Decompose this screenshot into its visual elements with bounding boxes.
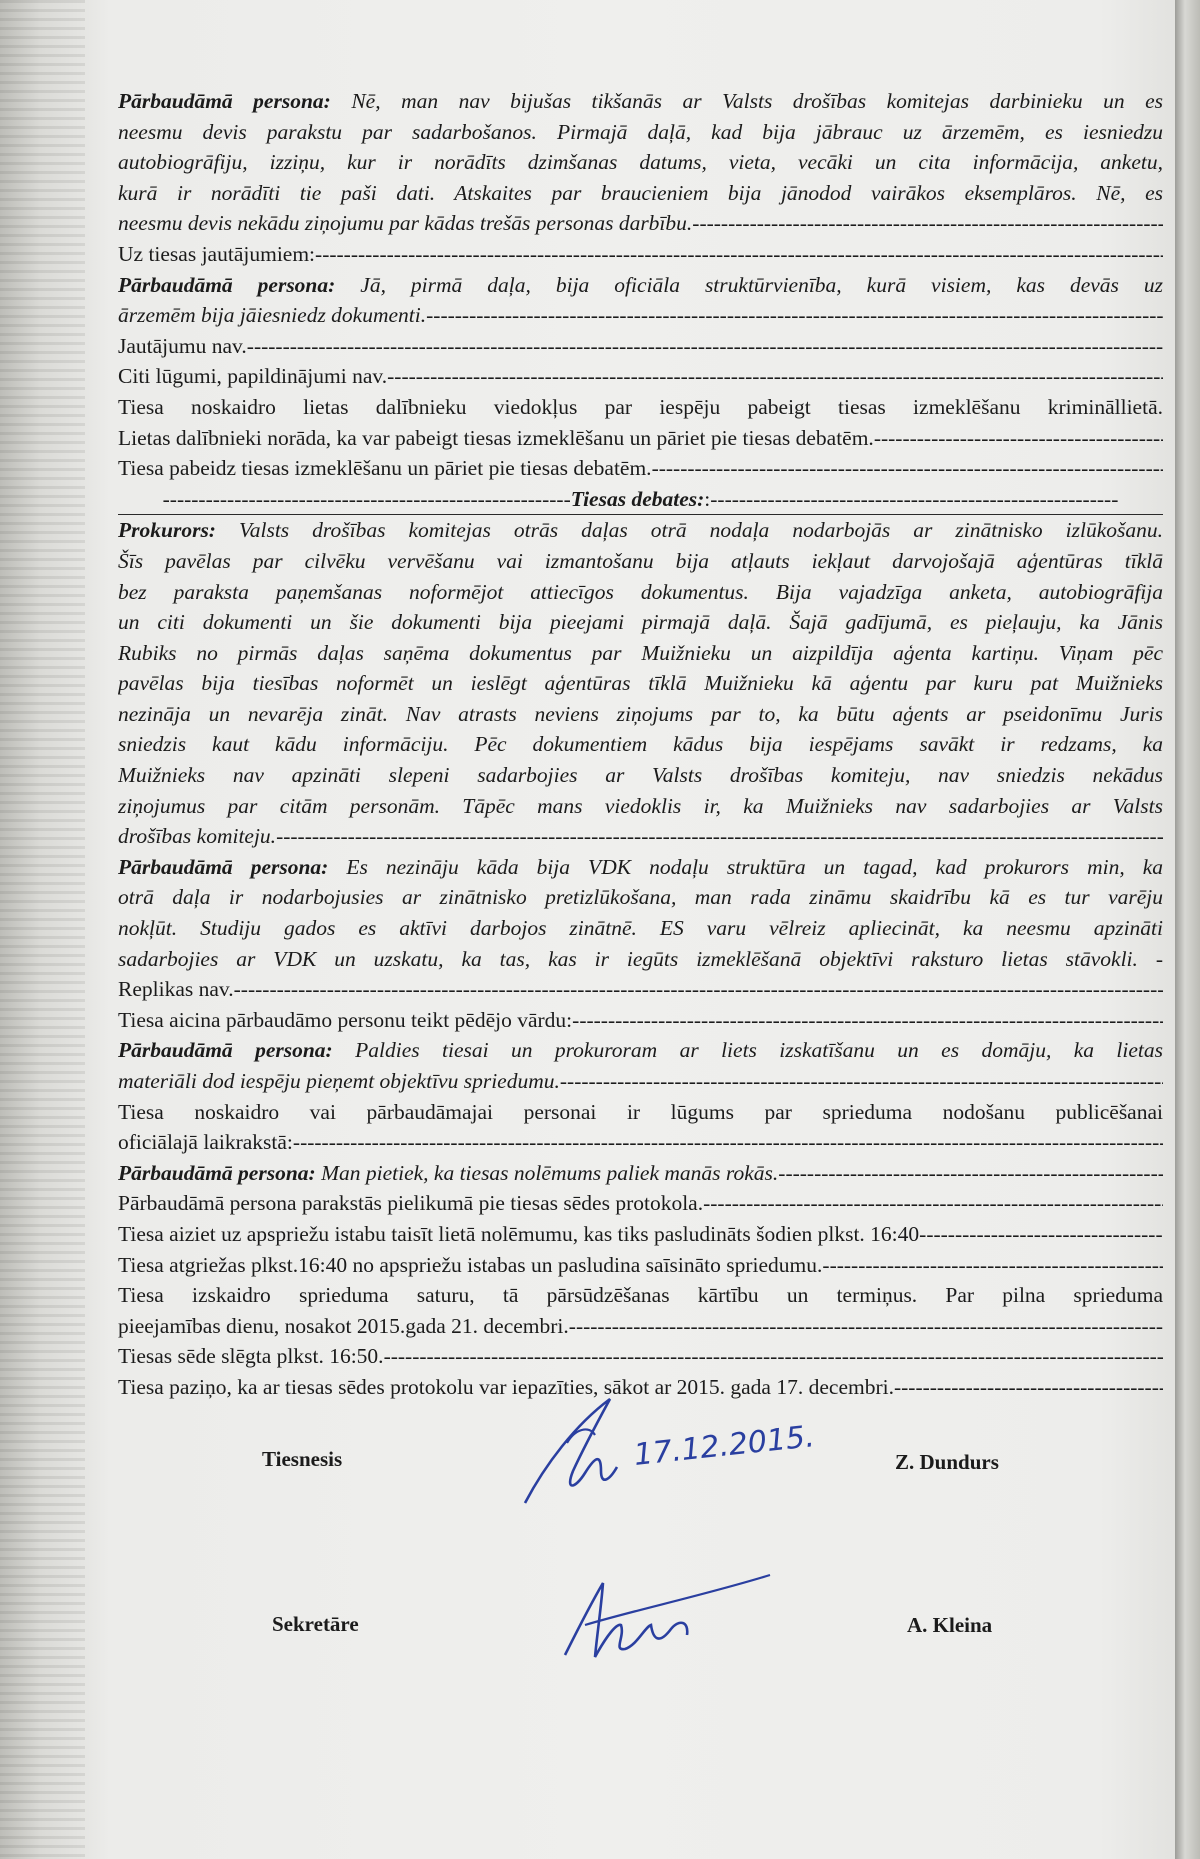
protocol-line (118, 699, 1163, 730)
line-text: autobiogrāfiju, izziņu, kur ir norādīts dzimšanas datums, vieta, vecāki un cita informācija, anketu, (118, 150, 1163, 175)
secretary-label: Sekretāre (272, 1612, 359, 1636)
line-text: Tiesa aicina pārbaudāmo personu teikt pēdējo vārdu: (118, 1007, 573, 1032)
protocol-line (118, 117, 1163, 148)
line-text: ziņojumus par citām personām. Tāpēc mans viedoklis ir, ka Muižnieks nav sadarbojies ar Valsts (118, 793, 1163, 818)
line-text: kurā ir norādīti tie paši dati. Atskaites par braucieniem bija jānodod vairākos eksemplāros. Nē, es (118, 180, 1163, 205)
protocol-line (118, 300, 1163, 331)
protocol-line (118, 270, 1163, 301)
protocol-line (118, 1005, 1163, 1036)
protocol-line (118, 147, 1163, 178)
line-text: Paldies tiesai un prokuroram ar liets izskatīšanu un es domāju, ka lietas (332, 1038, 1163, 1063)
protocol-line (118, 515, 1163, 546)
secretary-signature-icon (555, 1565, 795, 1675)
line-text: drošības komiteju. (118, 824, 277, 849)
page-edge (1175, 0, 1200, 1859)
protocol-line (118, 1066, 1163, 1097)
protocol-line (118, 607, 1163, 638)
line-text: Jautājumu nav. (118, 333, 247, 358)
line-text: Tiesa aiziet uz apspriežu istabu taisīt lietā nolēmumu, kas tiks pasludināts šodien plkst. 16:40 (118, 1221, 920, 1246)
protocol-line (118, 1127, 1163, 1158)
protocol-line (118, 852, 1163, 883)
protocol-line (118, 760, 1163, 791)
protocol-line (118, 1311, 1163, 1342)
protocol-line (118, 239, 1163, 270)
line-text: sadarbojies ar VDK un uzskatu, ka tas, kas ir iegūts izmeklēšanā objektīvi raksturo lietas stāvokli. - (118, 946, 1163, 971)
protocol-line (118, 1097, 1163, 1128)
line-text: Tiesa izskaidro sprieduma saturu, tā pārsūdzēšanas kārtību un termiņus. Par pilna sprieduma (118, 1283, 1163, 1308)
line-text: Valsts drošības komitejas otrās daļas otrā nodaļa nodarbojās ar zinātnisko izlūkošanu. (215, 518, 1163, 543)
line-text: Nē, man nav bijušas tikšanās ar Valsts drošības komitejas darbinieku un es (330, 89, 1163, 113)
line-text: Es nezināju kāda bija VDK nodaļu struktūra un tagad, kad prokurors min, ka (328, 854, 1163, 879)
protocol-line (118, 1188, 1163, 1219)
protocol-line (118, 331, 1163, 362)
line-text: materiāli dod iespēju pieņemt objektīvu spriedumu. (118, 1069, 560, 1093)
line-text: sniedzis kaut kādu informāciju. Pēc dokumentiem kādus bija iespējams savākt ir redzams, ka (118, 732, 1163, 757)
judge-handwritten-date: 17.12.2015. (632, 1419, 817, 1473)
protocol-line (118, 913, 1163, 944)
protocol-line (118, 453, 1163, 484)
section-heading (118, 484, 1163, 516)
line-text: bez paraksta paņemšanas noformējot attiecīgos dokumentus. Bija vajadzīga anketa, autobiogrāfija (118, 579, 1163, 604)
protocol-line (118, 638, 1163, 669)
protocol-line (118, 791, 1163, 822)
line-text: Tiesa pabeidz tiesas izmeklēšanu un pāriet pie tiesas debatēm. (118, 456, 652, 481)
line-text: nezināja un nevarēja zināt. Nav atrasts neviens ziņojums par to, ka būtu aģents ar pseidonīmu Juris (118, 701, 1163, 726)
speaker-label: Pārbaudāmā persona: (118, 854, 329, 879)
line-text: Pārbaudāmā persona parakstās pielikumā pie tiesas sēdes protokola. (118, 1191, 704, 1216)
secretary-name: A. Kleina (907, 1613, 993, 1637)
protocol-line (118, 1280, 1163, 1311)
protocol-line (118, 86, 1163, 117)
line-text: pieejamības dienu, nosakot 2015.gada 21. decembri. (118, 1313, 569, 1338)
secretary-signature-row (0, 1570, 1175, 1690)
line-text: Tiesas sēde slēgta plkst. 16:50. (118, 1344, 384, 1369)
speaker-label: Pārbaudāmā persona: (118, 89, 331, 113)
debates-heading: Tiesas debates: (570, 486, 705, 511)
protocol-line (118, 1035, 1163, 1066)
protocol-line (118, 546, 1163, 577)
dash-fill: :--------------------------------------------------------- (704, 486, 1119, 511)
judge-name: Z. Dundurs (895, 1450, 999, 1474)
protocol-line (118, 882, 1163, 913)
line-text: nokļūt. Studiju gados es aktīvi darbojos zinātnē. ES varu vēlreiz apliecināt, ka neesmu apzināti (118, 916, 1163, 941)
protocol-line (118, 178, 1163, 209)
judge-signature-row (0, 1395, 1175, 1515)
line-text: Man pietiek, ka tiesas nolēmums paliek manās rokās. (315, 1160, 779, 1185)
line-text: oficiālajā laikrakstā: (118, 1130, 293, 1155)
speaker-label: Pārbaudāmā persona: (118, 1160, 316, 1185)
line-text: Tiesa noskaidro vai pārbaudāmajai personai ir lūgums par sprieduma nodošanu publicēšanai (118, 1099, 1163, 1124)
protocol-line (118, 392, 1163, 423)
protocol-line (118, 1219, 1163, 1250)
judge-label: Tiesnesis (262, 1447, 343, 1471)
protocol-line (118, 208, 1163, 239)
protocol-line (118, 729, 1163, 760)
protocol-line (118, 668, 1163, 699)
line-text: Rubiks no pirmās daļas saņēma dokumentus par Muižnieku un aizpildīja aģenta kartiņu. Viņam pēc (118, 640, 1163, 665)
protocol-line (118, 423, 1163, 454)
line-text: neesmu devis parakstu par sadarbošanos. Pirmajā daļā, kad bija jābrauc uz ārzemēm, es iesniedzu (118, 119, 1163, 144)
protocol-line (118, 944, 1163, 975)
line-text: Muižnieks nav apzināti slepeni sadarbojies ar Valsts drošības komiteju, nav sniedzis nekādus (118, 763, 1163, 788)
speaker-label: Pārbaudāmā persona: (118, 272, 336, 297)
protocol-text (118, 86, 1163, 1403)
protocol-line (118, 974, 1163, 1005)
protocol-line (118, 361, 1163, 392)
line-text: neesmu devis nekādu ziņojumu par kādas trešās personas darbību. (118, 211, 693, 236)
line-text: un citi dokumenti un šie dokumenti bija pieejami pirmajā daļā. Šajā gadījumā, es pieļauju, ka Jānis (118, 610, 1163, 635)
line-text: Replikas nav. (118, 977, 234, 1002)
line-text: Jā, pirmā daļa, bija oficiāla struktūrvienība, kurā visiem, kas devās uz (335, 272, 1163, 297)
line-text: otrā daļa ir nodarbojusies ar zinātnisko pretizlūkošana, man rada zināmu skaidrību kā es tur varēju (118, 885, 1163, 910)
protocol-line (118, 577, 1163, 608)
protocol-line (118, 1250, 1163, 1281)
line-text: pavēlas bija tiesības noformēt un ieslēgt aģentūras tīklā Muižnieku kā aģentu par kuru pat Muižnieks (118, 671, 1163, 696)
speaker-label: Pārbaudāmā persona: (118, 1038, 333, 1063)
protocol-line (118, 1158, 1163, 1189)
line-text: Citi lūgumi, papildinājumi nav. (118, 364, 388, 389)
line-text: Lietas dalībnieki norāda, ka var pabeigt tiesas izmeklēšanu un pāriet pie tiesas debatēm. (118, 425, 874, 450)
line-text: Uz tiesas jautājumiem: (118, 241, 316, 266)
protocol-line (118, 821, 1163, 852)
dash-fill: --------------------------------------------------------- (162, 486, 571, 511)
line-text: Tiesa noskaidro lietas dalībnieku viedokļus par iespēju pabeigt tiesas izmeklēšanu krimināllietā. (118, 394, 1163, 419)
line-text: ārzemēm bija jāiesniedz dokumenti. (118, 303, 427, 328)
line-text: Šīs pavēlas par cilvēku vervēšanu vai izmantošanu bija atļauts iekļaut darvojošajā aģentūras tīklā (118, 548, 1163, 573)
speaker-label: Prokurors: (118, 518, 216, 543)
judge-signature-icon (505, 1395, 885, 1525)
line-text: Tiesa paziņo, ka ar tiesas sēdes protokolu var iepazīties, sākot ar 2015. gada 17. decembri. (118, 1374, 894, 1399)
protocol-line (118, 1341, 1163, 1372)
line-text: Tiesa atgriežas plkst.16:40 no apspriežu istabas un pasludina saīsināto spriedumu. (118, 1252, 823, 1277)
